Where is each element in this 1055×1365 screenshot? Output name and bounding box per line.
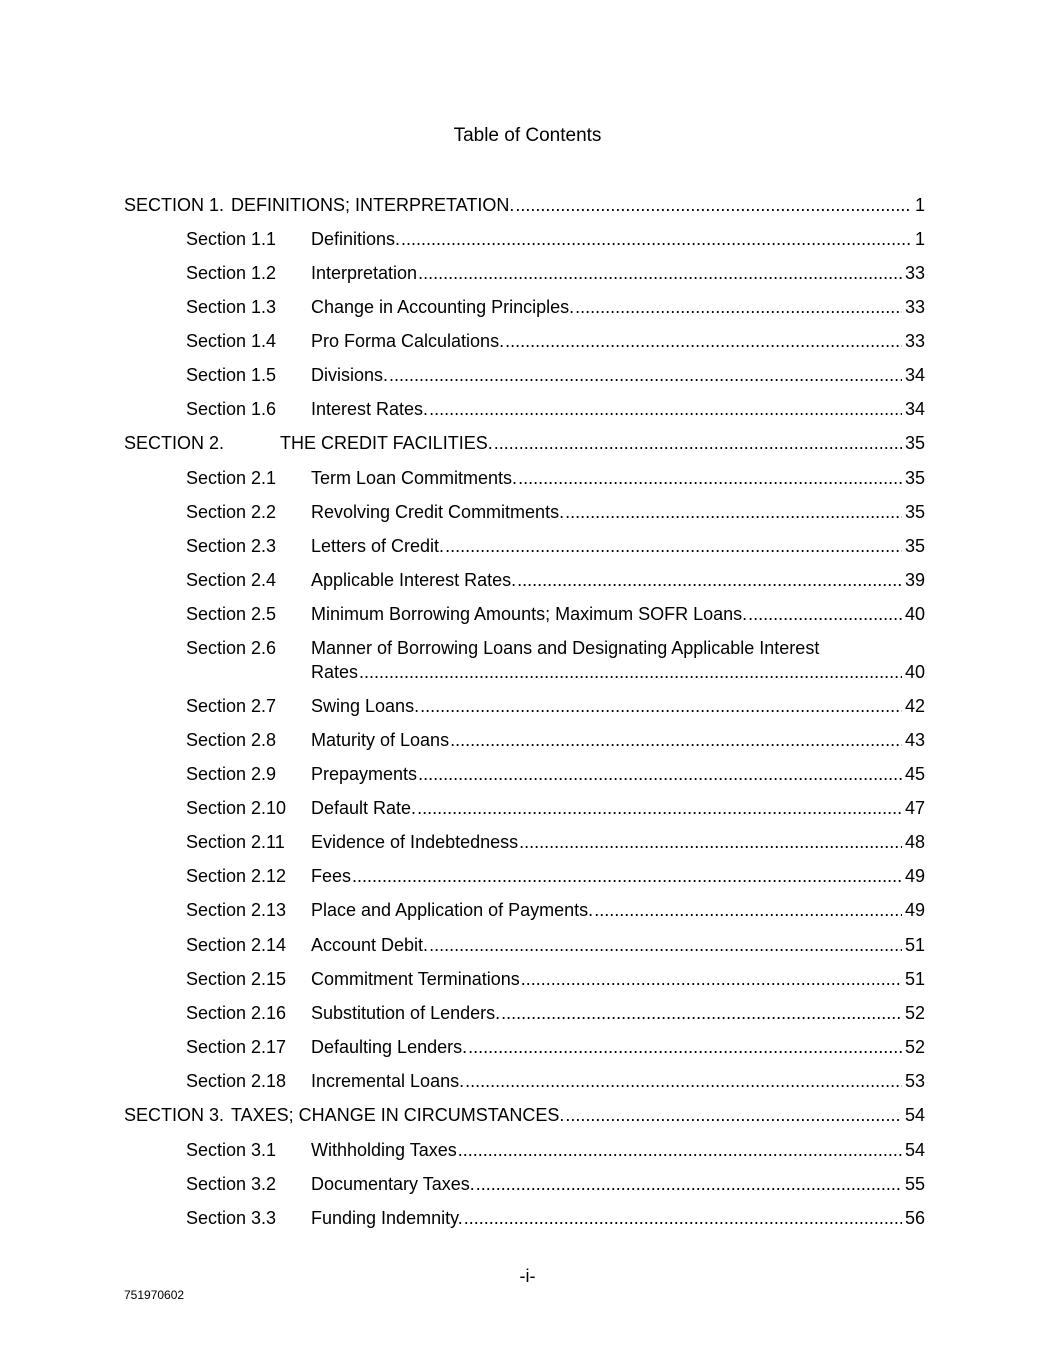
dot-leader — [476, 1172, 902, 1196]
toc-entry-number: Section 2.17 — [186, 1037, 287, 1057]
toc-entry-title: Account Debit. — [311, 935, 429, 955]
toc-entry-page: 51 — [904, 935, 925, 955]
toc-entry-number: Section 2.14 — [186, 935, 287, 955]
toc-entry-title: Fees — [311, 866, 352, 886]
dot-leader — [468, 1035, 902, 1059]
toc-entry-page: 1 — [914, 195, 925, 215]
toc-entry-number: SECTION 1. — [124, 195, 225, 215]
toc-entry-page: 43 — [904, 730, 925, 750]
toc-entry-title: Documentary Taxes. — [311, 1174, 475, 1194]
toc-entry-title: Defaulting Lenders. — [311, 1037, 468, 1057]
toc-entry-number: Section 2.11 — [186, 832, 285, 852]
toc-entry-number: Section 3.1 — [186, 1140, 277, 1160]
dot-leader — [501, 1001, 902, 1025]
document-id: 751970602 — [124, 1288, 185, 1302]
toc-entry-number: Section 2.5 — [186, 604, 277, 624]
toc-entry-title: Change in Accounting Principles. — [311, 297, 575, 317]
toc-entry-number: Section 2.2 — [186, 502, 277, 522]
toc-entry-page: 33 — [904, 263, 925, 283]
dot-leader — [450, 728, 902, 752]
toc-entry-title: Minimum Borrowing Amounts; Maximum SOFR Loans. — [311, 604, 748, 624]
toc-entry-page: 35 — [904, 468, 925, 488]
toc-entry-page: 53 — [904, 1071, 925, 1091]
page-title: Table of Contents — [453, 125, 602, 146]
toc-entry-number: Section 2.3 — [186, 536, 277, 556]
toc-entry-number: Section 2.6 — [186, 638, 277, 658]
toc-entry-title: Pro Forma Calculations. — [311, 331, 505, 351]
toc-entry-number: Section 1.2 — [186, 263, 277, 283]
toc-entry-page: 55 — [904, 1174, 925, 1194]
toc-entry-number: Section 2.13 — [186, 900, 287, 920]
toc-entry-title: Term Loan Commitments. — [311, 468, 518, 488]
toc-entry-page: 34 — [904, 365, 925, 385]
toc-entry-page: 49 — [904, 900, 925, 920]
toc-entry-page: 54 — [904, 1140, 925, 1160]
dot-leader — [429, 933, 902, 957]
toc-entry-title: Swing Loans. — [311, 696, 420, 716]
dot-leader — [505, 329, 902, 353]
toc-entry-title: THE CREDIT FACILITIES. — [280, 433, 493, 453]
toc-entry-title: Evidence of Indebtedness — [311, 832, 519, 852]
dot-leader — [517, 568, 902, 592]
dot-leader — [594, 898, 902, 922]
dot-leader — [515, 193, 912, 217]
dot-leader — [352, 864, 902, 888]
dot-leader — [565, 500, 902, 524]
dot-leader — [521, 967, 902, 991]
toc-entry-title: Interpretation — [311, 263, 418, 283]
toc-entry-page: 48 — [904, 832, 925, 852]
page-number: -i- — [519, 1266, 536, 1286]
dot-leader — [565, 1103, 902, 1127]
toc-entry-title: Applicable Interest Rates. — [311, 570, 517, 590]
toc-entry-number: Section 1.4 — [186, 331, 277, 351]
toc-entry-number: Section 2.16 — [186, 1003, 287, 1023]
dot-leader — [465, 1069, 902, 1093]
toc-entry-number: Section 1.3 — [186, 297, 277, 317]
toc-entry-title-line-1: Manner of Borrowing Loans and Designating Applicable Interest — [311, 638, 820, 658]
toc-entry-title: TAXES; CHANGE IN CIRCUMSTANCES. — [231, 1105, 565, 1125]
dot-leader — [417, 796, 902, 820]
toc-entry-page: 33 — [904, 331, 925, 351]
toc-entry-page: 35 — [904, 502, 925, 522]
toc-entry-number: Section 3.2 — [186, 1174, 277, 1194]
toc-entry-number: Section 2.12 — [186, 866, 287, 886]
toc-entry-page: 40 — [904, 604, 925, 624]
toc-entry-number: SECTION 3. — [124, 1105, 225, 1125]
toc-entry-page: 34 — [904, 399, 925, 419]
toc-entry-number: Section 2.8 — [186, 730, 277, 750]
toc-entry-page: 42 — [904, 696, 925, 716]
toc-entry-number: Section 1.6 — [186, 399, 277, 419]
toc-entry-page: 47 — [904, 798, 925, 818]
toc-entry-number: Section 1.1 — [186, 229, 277, 249]
toc-entry-title: DEFINITIONS; INTERPRETATION. — [231, 195, 515, 215]
toc-entry-page: 52 — [904, 1037, 925, 1057]
dot-leader — [575, 295, 902, 319]
toc-entry-page: 35 — [904, 536, 925, 556]
dot-leader — [359, 660, 902, 684]
toc-entry-page: 51 — [904, 969, 925, 989]
toc-entry-title: Substitution of Lenders. — [311, 1003, 501, 1023]
toc-entry-title: Definitions. — [311, 229, 401, 249]
toc-entry-number: Section 2.15 — [186, 969, 287, 989]
toc-entry-page: 33 — [904, 297, 925, 317]
toc-entry-section-2-6[interactable] — [0, 636, 1055, 684]
toc-entry-title: Revolving Credit Commitments. — [311, 502, 565, 522]
dot-leader — [494, 431, 902, 455]
toc-entry-number: Section 1.5 — [186, 365, 277, 385]
toc-entry-title: Withholding Taxes — [311, 1140, 457, 1160]
toc-entry-page: 40 — [904, 662, 925, 682]
toc-entry-title: Place and Application of Payments. — [311, 900, 594, 920]
dot-leader — [519, 830, 902, 854]
toc-entry-page: 39 — [904, 570, 925, 590]
dot-leader — [420, 694, 902, 718]
toc-entry-number: Section 2.7 — [186, 696, 277, 716]
toc-entry-page: 54 — [904, 1105, 925, 1125]
toc-entry-number: Section 2.9 — [186, 764, 277, 784]
toc-entry-title: Prepayments — [311, 764, 418, 784]
dot-leader — [389, 363, 902, 387]
toc-entry-title: Rates — [311, 662, 359, 682]
toc-entry-number: Section 2.4 — [186, 570, 277, 590]
toc-entry-page: 49 — [904, 866, 925, 886]
dot-leader — [445, 534, 902, 558]
dot-leader — [748, 602, 902, 626]
toc-entry-page: 56 — [904, 1208, 925, 1228]
dot-leader — [418, 261, 902, 285]
toc-entry-title: Letters of Credit. — [311, 536, 445, 556]
toc-entry-title: Incremental Loans. — [311, 1071, 465, 1091]
toc-entry-page: 52 — [904, 1003, 925, 1023]
toc-entry-title: Divisions. — [311, 365, 389, 385]
toc-entry-number: Section 2.10 — [186, 798, 287, 818]
toc-entry-page: 1 — [914, 229, 925, 249]
toc-entry-number: Section 3.3 — [186, 1208, 277, 1228]
toc-entry-title: Interest Rates. — [311, 399, 429, 419]
dot-leader — [458, 1138, 902, 1162]
dot-leader — [518, 466, 902, 490]
toc-entry-number: SECTION 2. — [124, 433, 225, 453]
dot-leader — [429, 397, 902, 421]
toc-entry-title: Funding Indemnity. — [311, 1208, 463, 1228]
dot-leader — [401, 227, 912, 251]
toc-entry-page: 35 — [904, 433, 925, 453]
dot-leader — [464, 1206, 902, 1230]
toc-entry-title: Default Rate. — [311, 798, 417, 818]
toc-entry-number: Section 2.1 — [186, 468, 277, 488]
toc-entry-title: Commitment Terminations — [311, 969, 520, 989]
toc-entry-title: Maturity of Loans — [311, 730, 450, 750]
toc-entry-number: Section 2.18 — [186, 1071, 287, 1091]
toc-entry-page: 45 — [904, 764, 925, 784]
dot-leader — [418, 762, 902, 786]
